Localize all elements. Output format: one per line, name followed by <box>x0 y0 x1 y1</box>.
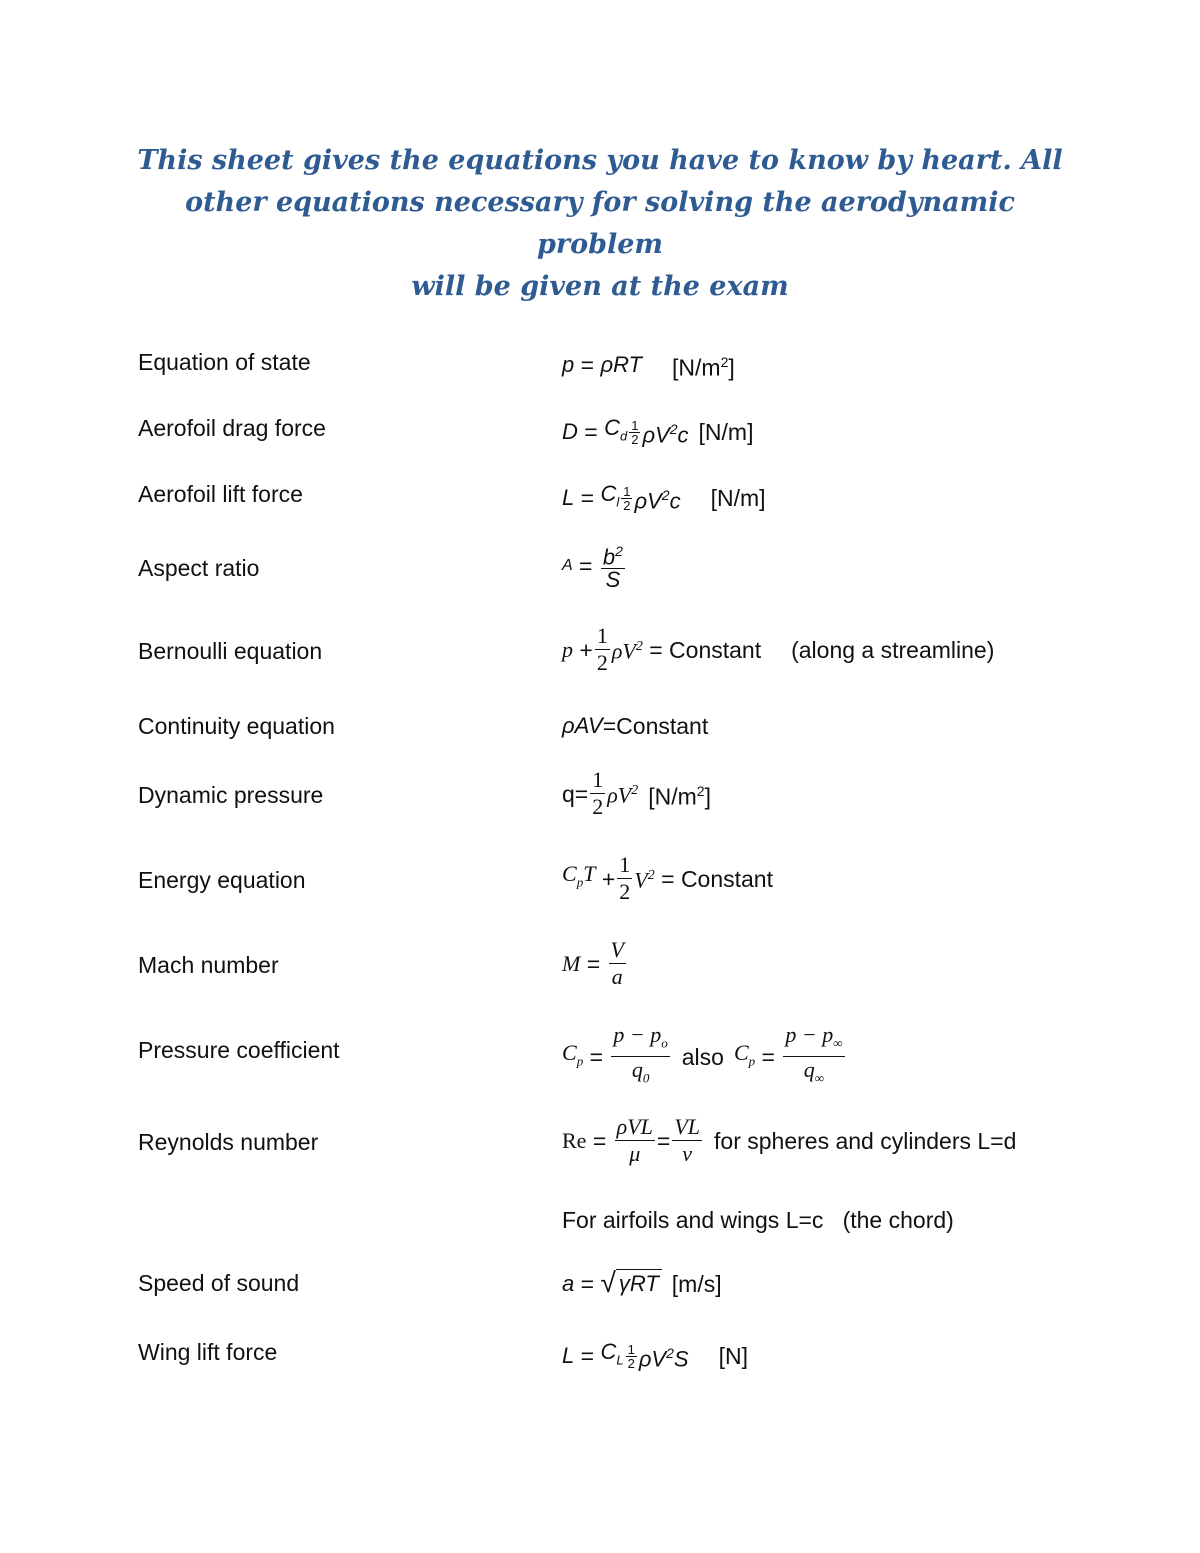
reynolds-note-2: For airfoils and wings L=c (the chord) <box>562 1207 954 1233</box>
formula-energy: $C_pT$ + $\frac{1}{2}$ $V^2$ = Constant <box>562 852 773 904</box>
unit-equation-of-state: $[N/m^2]$ <box>672 354 735 381</box>
unit-wing-lift: [N] <box>718 1343 748 1370</box>
unit-speed-of-sound: [m/s] <box>671 1270 722 1297</box>
formula-pressure-coefficient: $C_p$ = $\frac{p - p_o}{q_0}$ also $C_p$ = $\frac{p - p_\infty}{q_\infty}$ <box>562 1022 843 1086</box>
page-header <box>120 140 1080 308</box>
label-pressure-coefficient: Pressure coefficient <box>138 1037 340 1063</box>
formula-reynolds: Re = $\frac{\text{ρVL}}{\mu}$ = $\frac{VL}{\nu}$ for spheres and cylinders L=d <box>562 1114 1017 1166</box>
formula-wing-lift: L = $C_L$ $\frac{1}{2}$ $\rho V^2S$ [N] <box>562 1339 748 1372</box>
bernoulli-note: (along a streamline) <box>791 636 995 663</box>
label-reynolds: Reynolds number <box>138 1129 319 1155</box>
label-dynamic-pressure: Dynamic pressure <box>138 782 324 808</box>
formula-bernoulli: p + $\frac{1}{2}$ $\rho V^2$ = Constant (along a streamline) <box>562 623 995 675</box>
continuity-constant: =Constant <box>602 713 709 739</box>
label-mach: Mach number <box>138 952 279 978</box>
header-line-1: This sheet gives the equations you have to know by heart. All <box>137 145 1063 176</box>
formula-speed-of-sound: a = √ γRT [m/s] <box>562 1267 722 1298</box>
bernoulli-constant: Constant <box>669 636 762 663</box>
header-line-3: will be given at the exam <box>411 271 789 302</box>
formula-aspect-ratio: A = $\frac{b^2}{S}$ <box>562 540 627 591</box>
formula-aerofoil-drag: D = $C_d$ $\frac{1}{2}$ $\rho V^2c$ [N/m] <box>562 415 754 448</box>
formula-dynamic-pressure: q= $\frac{1}{2}$ $\rho V^2$ $[N/m^2]$ <box>562 767 711 819</box>
header-line-2: other equations necessary for solving the aerodynamic problem <box>185 187 1015 260</box>
reynolds-note: for spheres and cylinders L=d <box>714 1127 1017 1154</box>
label-aerofoil-lift: Aerofoil lift force <box>138 481 303 507</box>
label-wing-lift: Wing lift force <box>138 1339 278 1365</box>
formula-aerofoil-lift: L = $C_l$ $\frac{1}{2}$ $\rho V^2c$ [N/m] <box>562 481 766 514</box>
label-energy: Energy equation <box>138 867 306 893</box>
energy-constant: Constant <box>680 865 773 892</box>
unit-dynamic-pressure: $[N/m^2]$ <box>648 782 711 810</box>
formula-mach: M = $\frac{V}{a}$ <box>562 937 624 989</box>
formula-equation-of-state: p = ρRT $[N/m^2]$ <box>562 348 735 382</box>
label-aspect-ratio: Aspect ratio <box>138 555 260 581</box>
label-equation-of-state: Equation of state <box>138 349 311 375</box>
formula-continuity: ρAV =Constant <box>562 713 709 739</box>
label-bernoulli: Bernoulli equation <box>138 638 323 664</box>
pressure-also: also <box>681 1043 724 1070</box>
unit-aerofoil-drag: [N/m] <box>698 419 754 446</box>
unit-aerofoil-lift: [N/m] <box>710 485 766 512</box>
label-aerofoil-drag: Aerofoil drag force <box>138 415 326 441</box>
label-continuity: Continuity equation <box>138 713 335 739</box>
label-speed-of-sound: Speed of sound <box>138 1270 300 1296</box>
